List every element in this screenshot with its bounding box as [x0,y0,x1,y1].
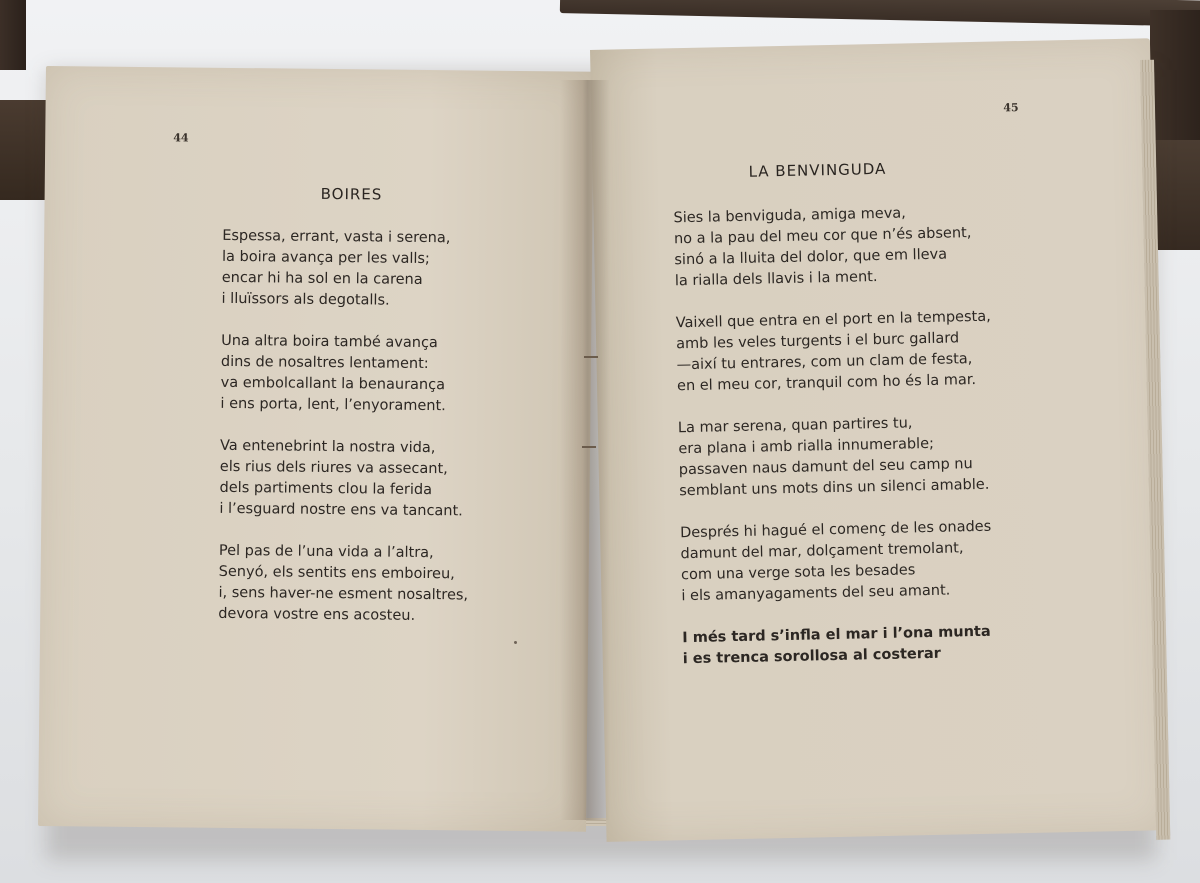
stanza [678,412,995,503]
left-page [38,66,594,832]
poem-line: i ens porta, lent, l’enyorament. [220,395,446,415]
wooden-post-right [1150,10,1200,150]
paper-speck [514,641,517,644]
right-poem-title: LA BENVINGUDA [748,159,887,181]
poem-line: Vaixell que entra en el port en la tempesta, [675,308,991,332]
wooden-shelf-top [560,0,1200,27]
poem-line: en el meu cor, tranquil com ho és la mar. [676,371,977,395]
left-poem-body [218,226,472,628]
poem-line: i es trenca sorollosa al costerar [682,645,942,668]
poem-line: dins de nosaltres lentament: [220,353,429,373]
poem-line: i lluïssors als degotalls. [221,290,390,309]
poem-line: Després hi hagué el començ de les onades [679,518,992,542]
left-page-number: 44 [173,131,189,145]
poem-line: semblant uns mots dins un silenci amable. [679,476,990,500]
poem-line: i l’esguard nostre ens va tancant. [219,500,463,520]
poem-line: Sies la benviguda, amiga meva, [673,205,906,227]
poem-line: era plana i amb rialla innumerable; [678,435,935,458]
poem-line: encar hi ha sol en la carena [221,269,423,288]
poem-line: va embolcallant la benaurança [220,374,446,394]
book-gutter [560,80,610,820]
poem-line: Una altra boira també avança [221,332,438,352]
poem-line: Senyó, els sentits ens emboireu, [218,563,455,583]
right-page-number: 45 [1003,101,1019,115]
right-page [590,38,1166,842]
binding-stitch [582,446,596,448]
poem-line: devora vostre ens acosteu. [218,605,416,624]
poem-line: damunt del mar, dolçament tremolant, [680,540,964,563]
poem-line: i els amanyagaments del seu amant. [681,582,951,605]
stanza [219,436,469,523]
stanza [676,307,993,398]
stanza [673,202,990,293]
poem-line: I més tard s’infla el mar i l’ona munta [682,623,991,647]
stanza [220,331,470,418]
poem-line: amb les veles turgents i el burc gallard [676,330,960,353]
poem-line: no a la pau del meu cor que n’és absent, [673,225,972,248]
poem-line: passaven naus damunt del seu camp nu [678,456,973,479]
stanza [218,541,468,628]
wooden-post-left [0,0,26,70]
poem-line: Pel pas de l’una vida a l’altra, [218,542,434,562]
poem-line: Espessa, errant, vasta i serena, [222,227,451,247]
stanza [221,226,471,313]
poem-line: la rialla dels llavis i la ment. [674,269,878,290]
poem-line: Va entenebrint la nostra vida, [219,437,436,457]
poem-line: dels partiments clou la ferida [219,479,433,499]
poem-line: la boira avança per les valls; [221,248,430,268]
binding-stitch [584,356,598,358]
left-poem-title: BOIRES [320,184,383,204]
poem-line: La mar serena, quan partires tu, [677,415,913,437]
stanza [682,622,998,671]
right-poem-body [673,202,998,670]
poem-line: i, sens haver-ne esment nosaltres, [218,584,469,604]
poem-line: —així tu entrares, com un clam de festa, [676,351,973,374]
poem-line: els rius dels riures va assecant, [219,458,448,478]
stanza [680,517,997,608]
poem-line: sinó a la lluita del dolor, que em lleva [674,246,948,269]
poem-line: com una verge sota les besades [680,562,916,584]
